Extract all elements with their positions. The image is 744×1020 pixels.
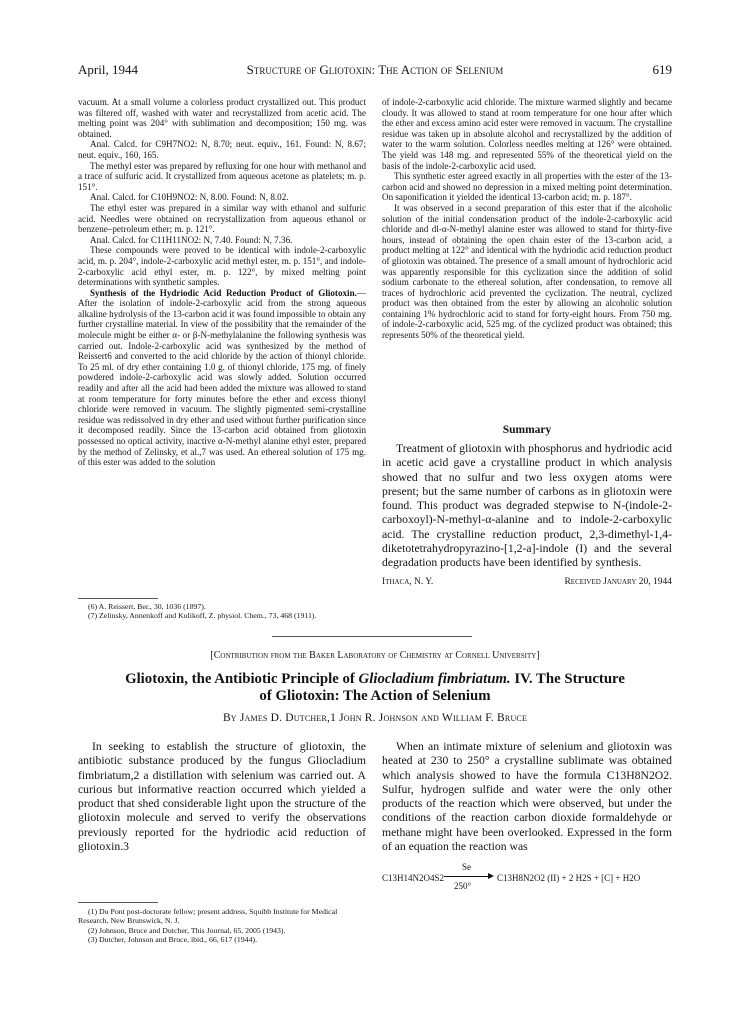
equation-above-arrow: Se [462,862,471,873]
article-divider [272,636,472,637]
footnote: (7) Zelinsky, Annenkoff and Kulikoff, Z. physiol. Chem., 73, 468 (1911). [88,611,317,621]
running-title: Structure of Gliotoxin: The Action of Selenium [246,62,504,77]
equation-below-arrow: 250° [454,881,472,892]
top-right-column [382,97,672,341]
equation-reactant: C13H14N2O4S2 [382,873,445,884]
reaction-equation [382,862,672,892]
section-heading: Synthesis of the Hydriodic Acid Reduction Product of Gliotoxin. [90,287,357,298]
analysis-line: Anal. Calcd. for C10H9NO2: N, 8.00. Found: N, 8.02. [90,192,289,203]
top-left-column [78,97,366,468]
paragraph: vacuum. At a small volume a colorless product crystallized out. This product was filtered off, washed with water and recrystallized from acetic acid. The melting point was 204° with sublimation and decomposition; 150 mg. was obtained. [78,97,366,139]
title-italic: Gliocladium fimbriatum. [358,671,511,687]
issue-date: April, 1944 [78,62,138,77]
bottom-left-column [78,740,366,854]
contribution-line: [Contribution from the Baker Laboratory of Chemistry at Cornell University] [210,650,540,661]
paragraph: Synthesis of the Hydriodic Acid Reduction Product of Gliotoxin.—After the isolation of indole-2-carboxylic acid from the strong aqueous alkaline hydrolysis of the 13-carbon acid it was found impossible to obtain any further crystalline material. In view of the possibility that the remainder of the molecule might be either α- or β-N-methylalanine the following synthesis was carried out. Indole-2-carboxylic acid was synthesized by the method of Reissert6 and converted to the acid chloride by the action of thionyl chloride. To 25 ml. of dry ether containing 1.0 g. of thionyl chloride, 175 mg. of finely powdered indole-2-carboxylic acid was slowly added. Solution occurred readily and after all the acid had been added the mixture was allowed to stand at room temperature for forty minutes before the ether and excess thionyl chloride were removed in vacuum. The slightly pigmented semi-crystalline residue was redissolved in dry ether and used without further purification since it decomposed readily. Since the 13-carbon acid obtained from gliotoxin possessed no optical activity, inactive α-N-methyl alanine ethyl ester, prepared by the method of Zelinsky, et al.,7 was used. An ethereal solution of 175 mg. of this ester was added to the solution [78,287,366,468]
place: Ithaca, N. Y. [382,576,434,587]
received-date: Received January 20, 1944 [564,576,672,587]
bottom-right-column [382,740,672,892]
paragraph: It was observed in a second preparation of this ester that if the alcoholic solution of the initial condensation product of the indole-2-carboxylic acid chloride and dl-α-N-methyl alanine ester was allowed to stand for thirty-five hours, instead of obtaining the open chain ester of the 13-carbon acid, a product melting at 122° and identical with the hydriodic acid reduction product of gliotoxin was obtained. The presence of a small amount of hydrochloric acid was apparently responsible for this cyclization since the addition of solid sodium carbonate to the ethereal solution, after condensation, to remove all traces of hydrochloric acid prevented the cyclization. The neutral, cyclized product was then obtained from the ester by allowing an alcoholic solution containing 1% hydrochloric acid to stand for forty-eight hours. From 750 mg. of indole-2-carboxylic acid, 525 mg. of the cyclized product was obtained; this represents 50% of the theoretical yield. [382,202,672,341]
intro-paragraph: In seeking to establish the structure of gliotoxin, the antibiotic substance produced by the fungus Gliocladium fimbriatum,2 a distillation with selenium was carried out. A curious but informative reaction occurred which yielded a product that shed considerable light upon the structure of the gliotoxin molecule and served to verify the observations previously reported for the hydriodic acid reduction of gliotoxin.3 [78,740,366,854]
footnotes-top-left [78,602,366,621]
summary-text: Treatment of gliotoxin with phosphorus and hydriodic acid in acetic acid gave a crystalline product in which analysis showed that no sulfur and two less oxygen atoms were present; but the same number of carbons as in gliotoxin were found. This product was degraded stepwise to N-(indole-2-carboxoyl)-N-methyl-α-alanine and to indole-2-carboxylic acid. The crystalline reduction product, 2,3-dimethyl-1,4-diketotetrahydropyrazino-[1,2-a]-indole (I) and the several degradation products have been identified by synthesis. [382,442,672,570]
footnote: (3) Dutcher, Johnson and Bruce, ibid., 66, 617 (1944). [88,934,258,944]
footnote: (2) Johnson, Bruce and Dutcher, This Journal, 65, 2005 (1943). [88,925,286,935]
footnote: (6) A. Reissert, Ber., 30, 1036 (1897). [88,602,206,611]
arrow-head [488,873,494,879]
paragraph: The methyl ester was prepared by refluxing for one hour with methanol and a trace of sulfuric acid. It crystallized from aqueous acetone as platelets; m. p. 151°. [78,160,366,192]
reaction-arrow [444,876,490,877]
paragraph: The ethyl ester was prepared in a similar way with ethanol and sulfuric acid. Needles were obtained on recrystallization from aqueous ethanol or benzene–petroleum ether; m. p. 121°. [78,202,366,235]
paragraph: These compounds were proved to be identical with indole-2-carboxylic acid, m. p. 204°, indole-2-carboxylic acid methyl ester, m. p. 151°, and indole-2-carboxylic acid ethyl ester, m. p. 122°, by mixed melting point determinations with synthetic samples. [78,245,366,288]
page-number: 619 [652,62,672,77]
summary-heading: Summary [502,424,552,436]
footnote-divider [78,598,158,599]
footnote-divider [78,902,158,903]
running-header [78,62,672,80]
footnote: (1) Du Pont post-doctorate fellow; present address, Squibb Institute for Medical Research, New Brunswick, N. J. [78,907,338,926]
analysis-line: Anal. Calcd. for C11H11NO2: N, 7.40. Found: N, 7.36. [90,234,293,245]
equation-products: C13H8N2O2 (II) + 2 H2S + [C] + H2O [497,873,641,884]
summary-section [382,420,672,591]
results-paragraph: When an intimate mixture of selenium and gliotoxin was heated at 230 to 250° a crystalline sublimate was obtained which analysis showed to have the formula C13H8N2O2. Sulfur, hydrogen sulfide and water were the only other products of the reaction which were observed, but under the conditions of the reaction carbon dioxide formaldehyde or methane might have been overlooked. Expressed in the form of an equation the reaction was [382,740,672,854]
signature-row [382,577,672,591]
analysis-line: Anal. Calcd. for C9H7NO2: N, 8.70; neut. equiv., 161. Found: N, 8.67; neut. equiv., 160, 165. [78,139,366,160]
author-line: By James D. Dutcher,1 John R. Johnson and William F. Bruce [222,712,528,724]
article-title: Gliotoxin, the Antibiotic Principle of Gliocladium fimbriatum. IV. The Structure of Gliotoxin: The Action of Selenium [125,671,625,704]
paragraph: This synthetic ester agreed exactly in all properties with the ester of the 13-carbon acid and showed no depression in a mixed melting point determination. On saponification it yielded the identical 13-carbon acid; m. p. 187°. [382,171,672,203]
paragraph: of indole-2-carboxylic acid chloride. The mixture warmed slightly and became cloudy. It was allowed to stand at room temperature for one hour after which the ether and excess amino acid ester were removed in vacuum. The crystalline residue was taken up in absolute alcohol and recrystallized by the addition of water to the warm solution. Colorless needles melting at 126° were obtained. The yield was 148 mg. and represented 55% of the theoretical yield on the basis of the indole-2-carboxylic acid used. [382,97,672,171]
footnotes-bottom-left [78,907,366,944]
